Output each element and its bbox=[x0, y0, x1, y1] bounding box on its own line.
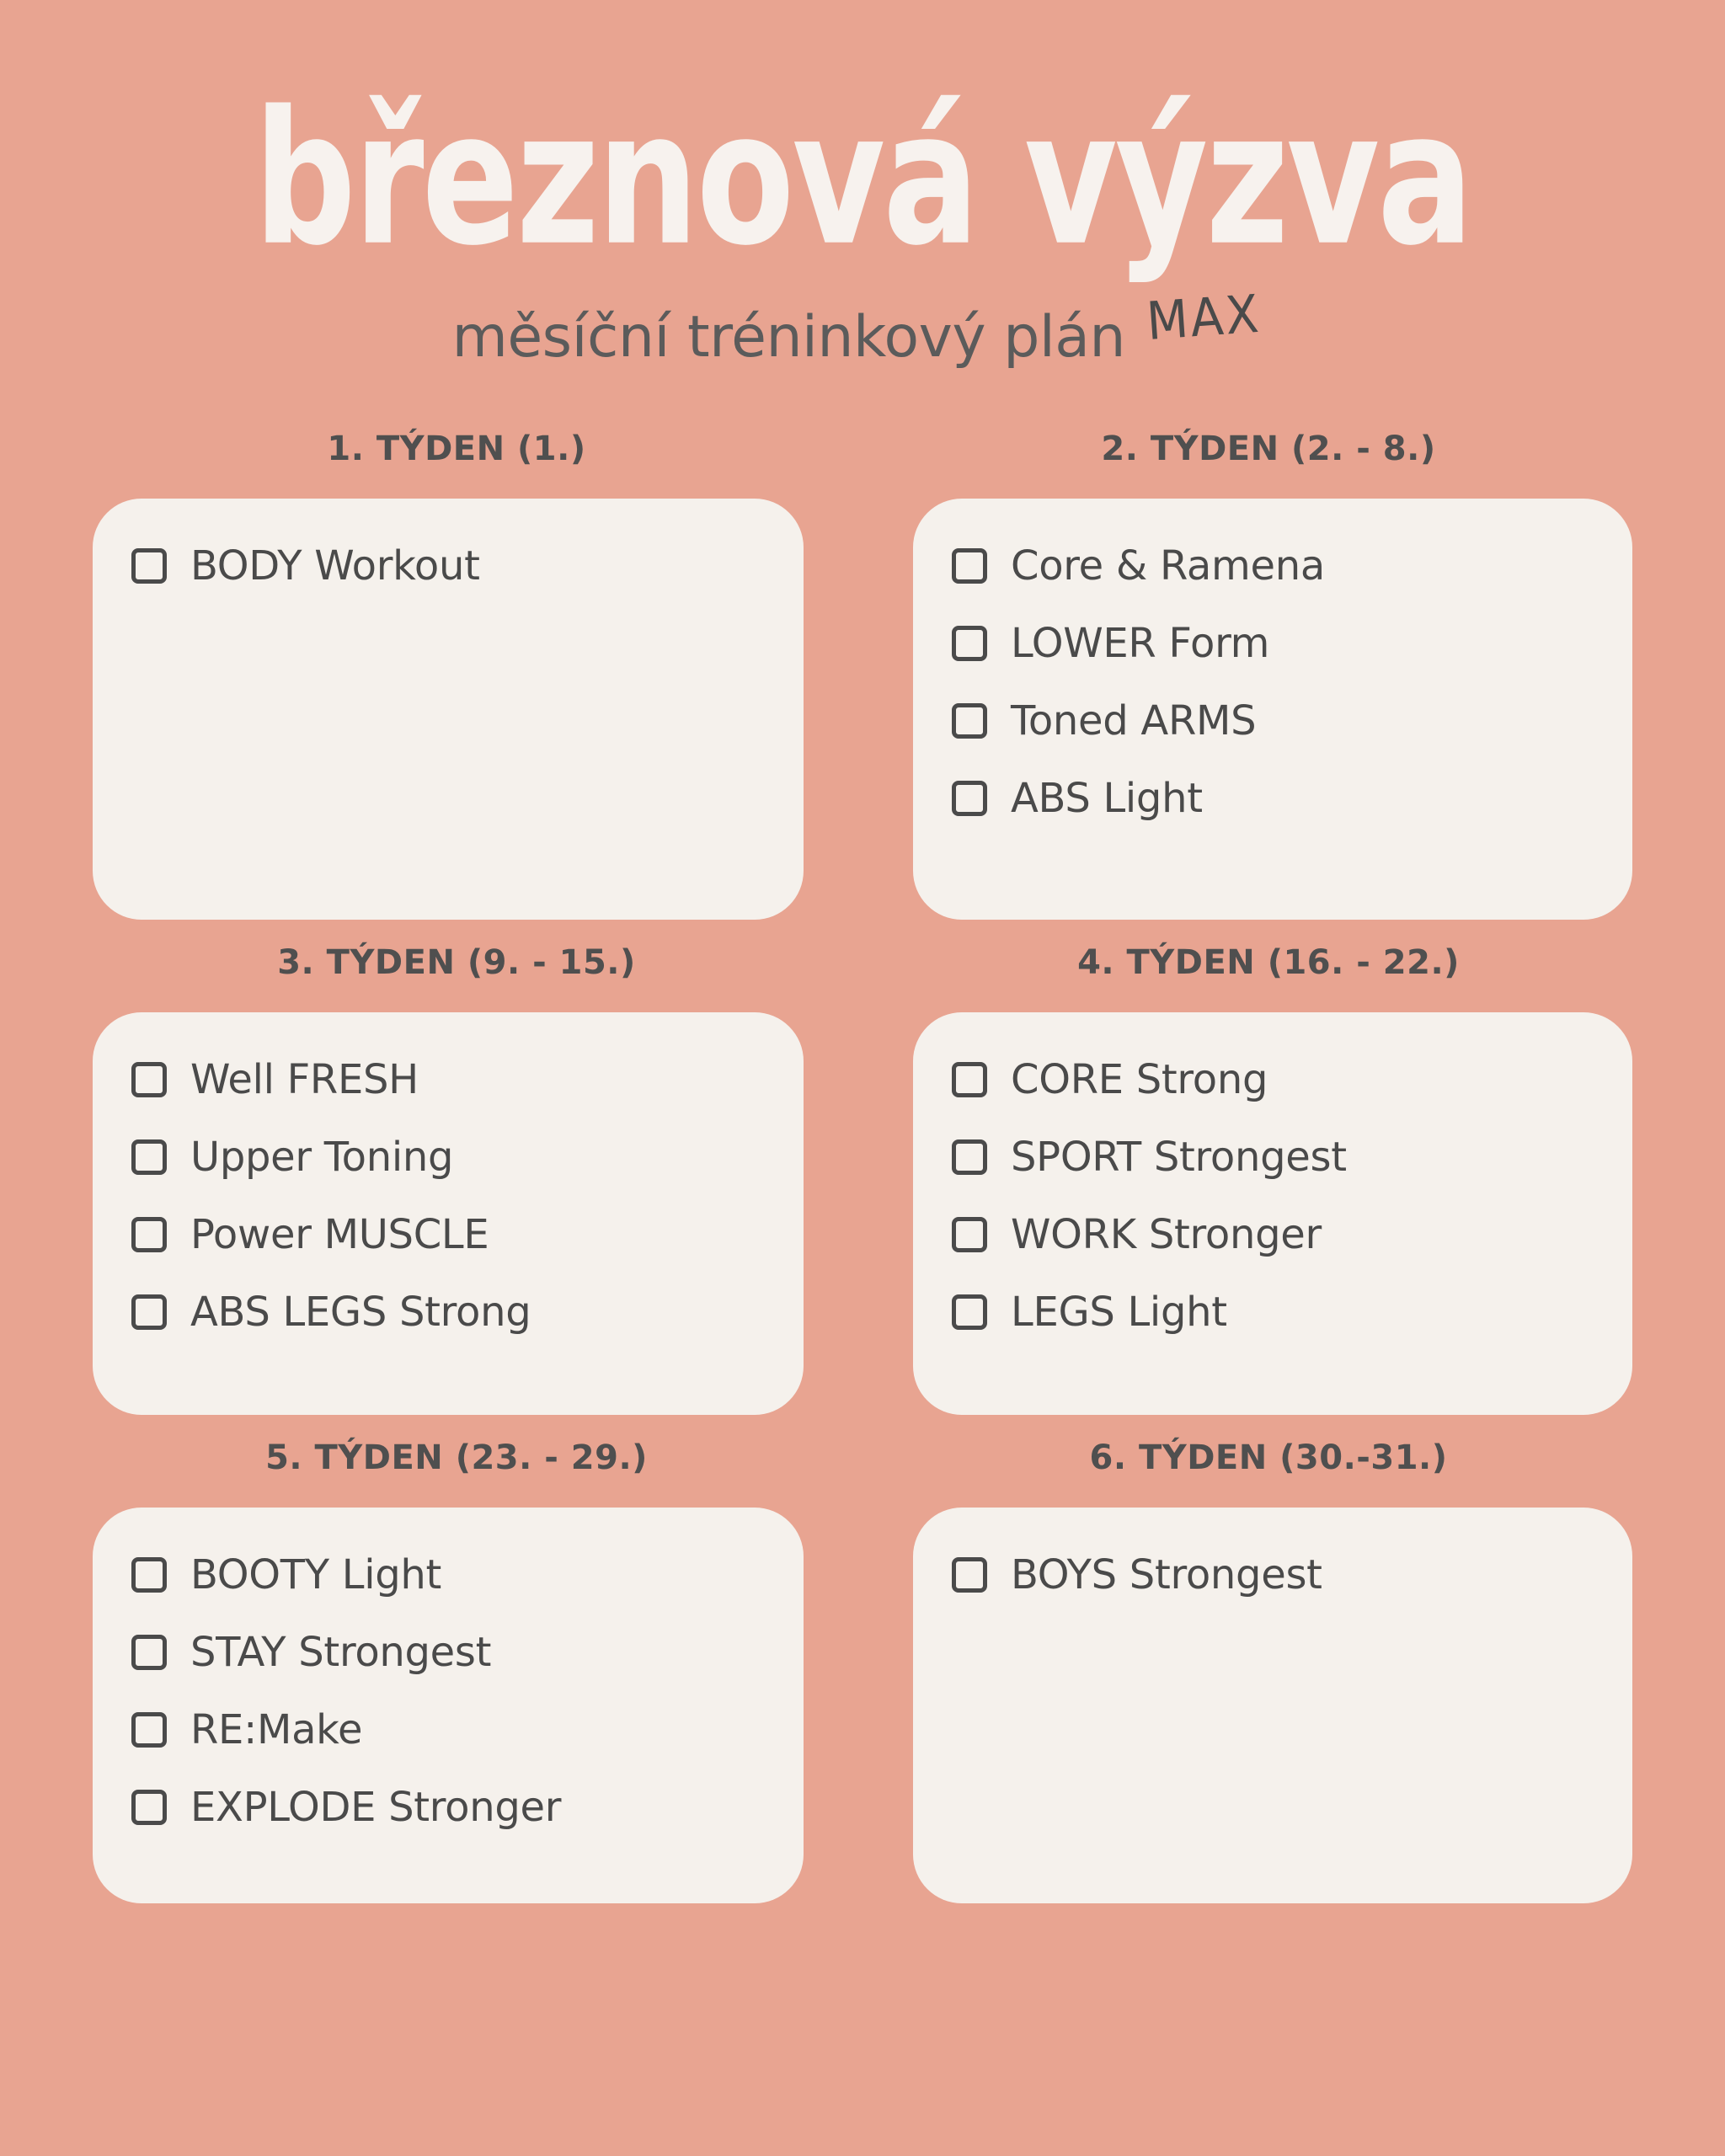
week-title-2: 2. TÝDEN (2. - 8.) bbox=[1101, 430, 1436, 468]
checkbox-icon[interactable] bbox=[131, 548, 167, 584]
list-item-label: BOYS Strongest bbox=[1011, 1551, 1322, 1598]
list-item[interactable] bbox=[131, 1784, 765, 1831]
checkbox-icon[interactable] bbox=[131, 1790, 167, 1825]
week-block-2 bbox=[905, 430, 1632, 920]
week-card-5 bbox=[93, 1508, 804, 1903]
checkbox-icon[interactable] bbox=[131, 1712, 167, 1748]
page-title: březnová výzva bbox=[254, 72, 1471, 287]
week-card-6 bbox=[913, 1508, 1632, 1903]
list-item[interactable] bbox=[131, 1289, 765, 1336]
checkbox-icon[interactable] bbox=[952, 1139, 987, 1175]
week-block-4 bbox=[905, 943, 1632, 1415]
checkbox-icon[interactable] bbox=[952, 548, 987, 584]
week-card-3 bbox=[93, 1012, 804, 1415]
week-title-3: 3. TÝDEN (9. - 15.) bbox=[277, 943, 636, 982]
list-item-label: LEGS Light bbox=[1011, 1289, 1227, 1336]
list-item[interactable] bbox=[952, 1056, 1594, 1103]
week-title-5: 5. TÝDEN (23. - 29.) bbox=[265, 1438, 648, 1477]
list-item-label: Toned ARMS bbox=[1011, 697, 1257, 744]
list-item-label: STAY Strongest bbox=[190, 1629, 492, 1676]
list-item[interactable] bbox=[952, 1289, 1594, 1336]
week-title-6: 6. TÝDEN (30.-31.) bbox=[1089, 1438, 1448, 1477]
checkbox-icon[interactable] bbox=[952, 781, 987, 816]
poster-header bbox=[0, 0, 1725, 371]
list-item[interactable] bbox=[131, 1629, 765, 1676]
list-item-label: WORK Stronger bbox=[1011, 1211, 1322, 1258]
list-item-label: CORE Strong bbox=[1011, 1056, 1268, 1103]
list-item[interactable] bbox=[952, 542, 1594, 590]
list-item[interactable] bbox=[952, 620, 1594, 667]
week-block-3 bbox=[93, 943, 820, 1415]
checkbox-icon[interactable] bbox=[952, 703, 987, 739]
checkbox-icon[interactable] bbox=[131, 1139, 167, 1175]
list-item-label: Well FRESH bbox=[190, 1056, 419, 1103]
list-item-label: Core & Ramena bbox=[1011, 542, 1325, 590]
list-item[interactable] bbox=[952, 697, 1594, 744]
subtitle-row bbox=[0, 282, 1725, 371]
checkbox-icon[interactable] bbox=[131, 1557, 167, 1593]
list-item-label: ABS Light bbox=[1011, 775, 1203, 822]
list-item-label: ABS LEGS Strong bbox=[190, 1289, 531, 1336]
week-block-5 bbox=[93, 1438, 820, 1903]
list-item[interactable] bbox=[131, 1056, 765, 1103]
list-item[interactable] bbox=[952, 775, 1594, 822]
week-block-6 bbox=[905, 1438, 1632, 1903]
list-item[interactable] bbox=[131, 1551, 765, 1598]
list-item-label: RE:Make bbox=[190, 1706, 363, 1753]
list-item[interactable] bbox=[952, 1134, 1594, 1181]
checkbox-icon[interactable] bbox=[952, 1062, 987, 1097]
weeks-grid bbox=[0, 430, 1725, 1927]
list-item-label: LOWER Form bbox=[1011, 620, 1270, 667]
checkbox-icon[interactable] bbox=[131, 1635, 167, 1670]
max-badge: MAX bbox=[1144, 282, 1263, 352]
week-card-2 bbox=[913, 499, 1632, 920]
list-item[interactable] bbox=[952, 1551, 1594, 1598]
list-item-label: Power MUSCLE bbox=[190, 1211, 489, 1258]
checkbox-icon[interactable] bbox=[131, 1062, 167, 1097]
week-card-1 bbox=[93, 499, 804, 920]
list-item[interactable] bbox=[952, 1211, 1594, 1258]
checkbox-icon[interactable] bbox=[131, 1217, 167, 1252]
list-item[interactable] bbox=[131, 1134, 765, 1181]
checkbox-icon[interactable] bbox=[952, 1557, 987, 1593]
list-item-label: BOOTY Light bbox=[190, 1551, 442, 1598]
week-title-1: 1. TÝDEN (1.) bbox=[327, 430, 586, 468]
list-item[interactable] bbox=[131, 542, 765, 590]
list-item[interactable] bbox=[131, 1706, 765, 1753]
list-item-label: SPORT Strongest bbox=[1011, 1134, 1347, 1181]
week-title-4: 4. TÝDEN (16. - 22.) bbox=[1077, 943, 1460, 982]
page-subtitle: měsíční tréninkový plán bbox=[451, 304, 1126, 371]
list-item-label: EXPLODE Stronger bbox=[190, 1784, 562, 1831]
week-card-4 bbox=[913, 1012, 1632, 1415]
list-item-label: BODY Workout bbox=[190, 542, 480, 590]
list-item-label: Upper Toning bbox=[190, 1134, 454, 1181]
list-item[interactable] bbox=[131, 1211, 765, 1258]
checkbox-icon[interactable] bbox=[952, 1217, 987, 1252]
week-block-1 bbox=[93, 430, 820, 920]
checkbox-icon[interactable] bbox=[952, 626, 987, 661]
checkbox-icon[interactable] bbox=[952, 1294, 987, 1330]
checkbox-icon[interactable] bbox=[131, 1294, 167, 1330]
